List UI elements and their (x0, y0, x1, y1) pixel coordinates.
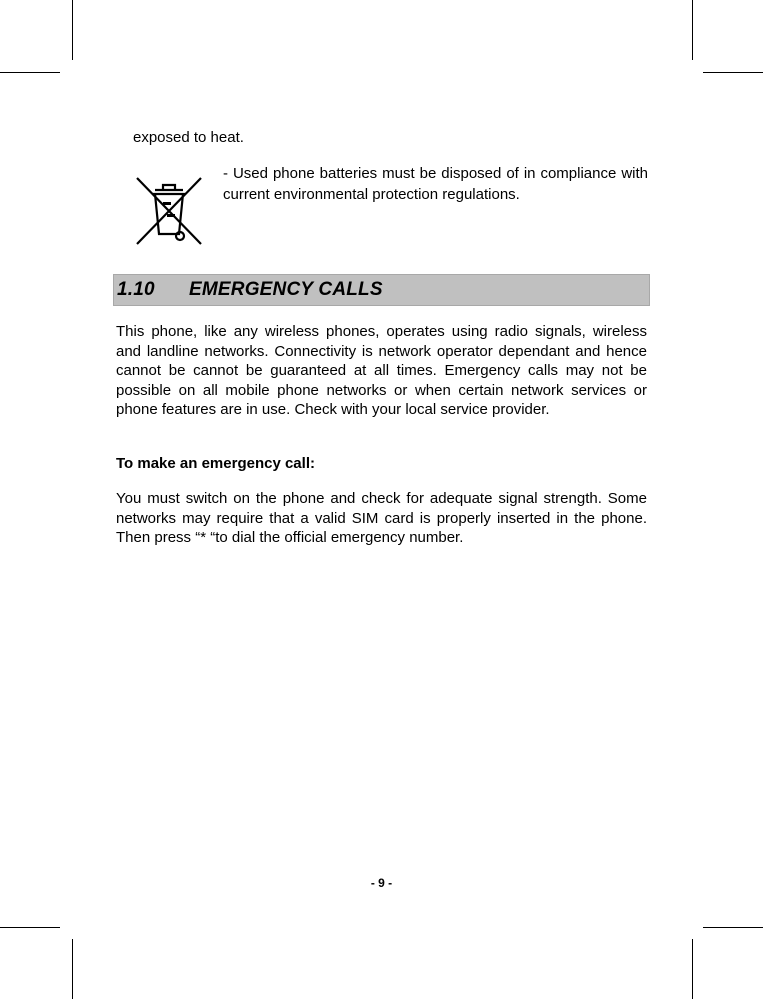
emergency-call-subheading: To make an emergency call: (116, 455, 315, 472)
section-heading-bar (113, 274, 650, 306)
crop-mark-bottom-right-vertical (692, 939, 693, 999)
section-title: EMERGENCY CALLS (189, 279, 383, 300)
crop-mark-bottom-left-horizontal (0, 927, 60, 928)
crop-mark-bottom-right-horizontal (703, 927, 763, 928)
crop-mark-top-right-horizontal (703, 72, 763, 73)
page-number: - 9 - (370, 876, 393, 890)
emergency-call-instructions: You must switch on the phone and check for adequate signal strength. Some networks may require that a valid SIM card is properly inserted in the phone. Then press “* “to dial the official emergency number. (116, 490, 647, 546)
section-number: 1.10 (117, 279, 155, 300)
intro-text: exposed to heat. (133, 129, 244, 146)
crop-mark-top-left-horizontal (0, 72, 60, 73)
crop-mark-top-right-vertical (692, 0, 693, 60)
crop-mark-top-left-vertical (72, 0, 73, 60)
crossed-out-wheelie-bin-icon (133, 174, 205, 246)
crop-mark-bottom-left-vertical (72, 939, 73, 999)
emergency-calls-paragraph: This phone, like any wireless phones, operates using radio signals, wireless and landline networks. Connectivity is network operator dependant and hence cannot be cannot be guaranteed at all times. Emergency calls may not be possible on all mobile phone networks or when certain network services or phone features are in use. Check with your local service provider. (116, 323, 647, 418)
battery-disposal-text: - Used phone batteries must be disposed of in compliance with current environmental protection regulations. (223, 165, 648, 203)
